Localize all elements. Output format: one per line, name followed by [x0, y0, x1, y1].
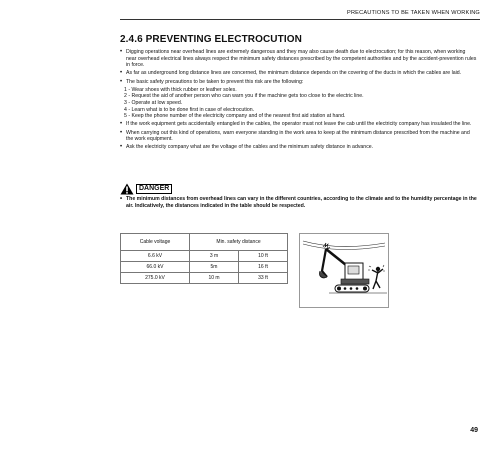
- table-header-row: [121, 234, 288, 251]
- table-cell: 66.0 kV: [121, 262, 190, 273]
- step-item: 4 - Learn what is to be done first in case of electrocution.: [124, 106, 255, 113]
- table-row: [121, 273, 288, 284]
- table-cell: 3 m: [190, 251, 239, 262]
- body-text: [120, 49, 477, 152]
- bullet-paragraph: • Ask the electricity company what are the voltage of the cables and the minimum safety distance in advance.: [120, 144, 477, 151]
- step-item: 3 - Operate at low speed.: [124, 99, 183, 106]
- column-header: Cable voltage: [121, 234, 190, 251]
- bullet-paragraph: • If the work equipment gets accidentally entangled in the cables, the operator must not leave the cab until the electricity company has insulated the line.: [120, 121, 477, 128]
- danger-label: DANGER: [136, 184, 172, 194]
- section-title: 2.4.6 PREVENTING ELECTROCUTION: [120, 34, 302, 45]
- table-cell: 6.6 kV: [121, 251, 190, 262]
- table-cell: 33 ft: [239, 273, 288, 284]
- bullet-paragraph: • Digging operations near overhead lines are extremely dangerous and they may also cause death due to electrocution; for this reason, when working near overhead electrical lines always respect the minimum safety distances prescribed by the competent authorities and by the accident-prevention rules in force.: [120, 49, 477, 69]
- safety-distance-table: [120, 233, 288, 284]
- table-cell: 5m: [190, 262, 239, 273]
- step-item: 5 - Keep the phone number of the electricity company and of the nearest first aid station at hand.: [124, 113, 346, 120]
- table-cell: 10 m: [190, 273, 239, 284]
- table-cell: 275.0 kV: [121, 273, 190, 284]
- danger-heading: [120, 183, 172, 195]
- bullet-paragraph: • When carrying out this kind of operations, warn everyone standing in the work area to keep at the minimum distance prescribed from the machine and the work equipment.: [120, 130, 477, 143]
- column-header: Min. safety distance: [190, 234, 288, 251]
- table-row: [121, 262, 288, 273]
- table-row: [121, 251, 288, 262]
- bullet-paragraph: • The basic safety precautions to be taken to prevent this risk are the following:: [120, 79, 477, 86]
- warning-triangle-icon: [120, 183, 134, 195]
- header-rule: [120, 19, 480, 20]
- bullet-paragraph: • As far as underground long distance lines are concerned, the minimum distance depends on the covering of the ducts in which the cables are laid.: [120, 70, 477, 77]
- step-item: 2 - Request the aid of another person who can warn you if the machine gets too close to the electric line.: [124, 93, 364, 100]
- table-cell: 16 ft: [239, 262, 288, 273]
- step-item: 1 - Wear shoes with thick rubber or leather soles.: [124, 86, 237, 93]
- table-cell: 10 ft: [239, 251, 288, 262]
- page-number: 49: [470, 427, 478, 434]
- danger-bullet: • The minimum distances from overhead lines can vary in the different countries, according to the climate and to the humidity percentage in the air. Indicatively, the distances indicated in the table should be respected.: [120, 196, 477, 209]
- running-header: PRECAUTIONS TO BE TAKEN WHEN WORKING: [347, 10, 480, 16]
- excavator-electrocution-illustration: [299, 233, 389, 308]
- danger-notice: [120, 196, 477, 211]
